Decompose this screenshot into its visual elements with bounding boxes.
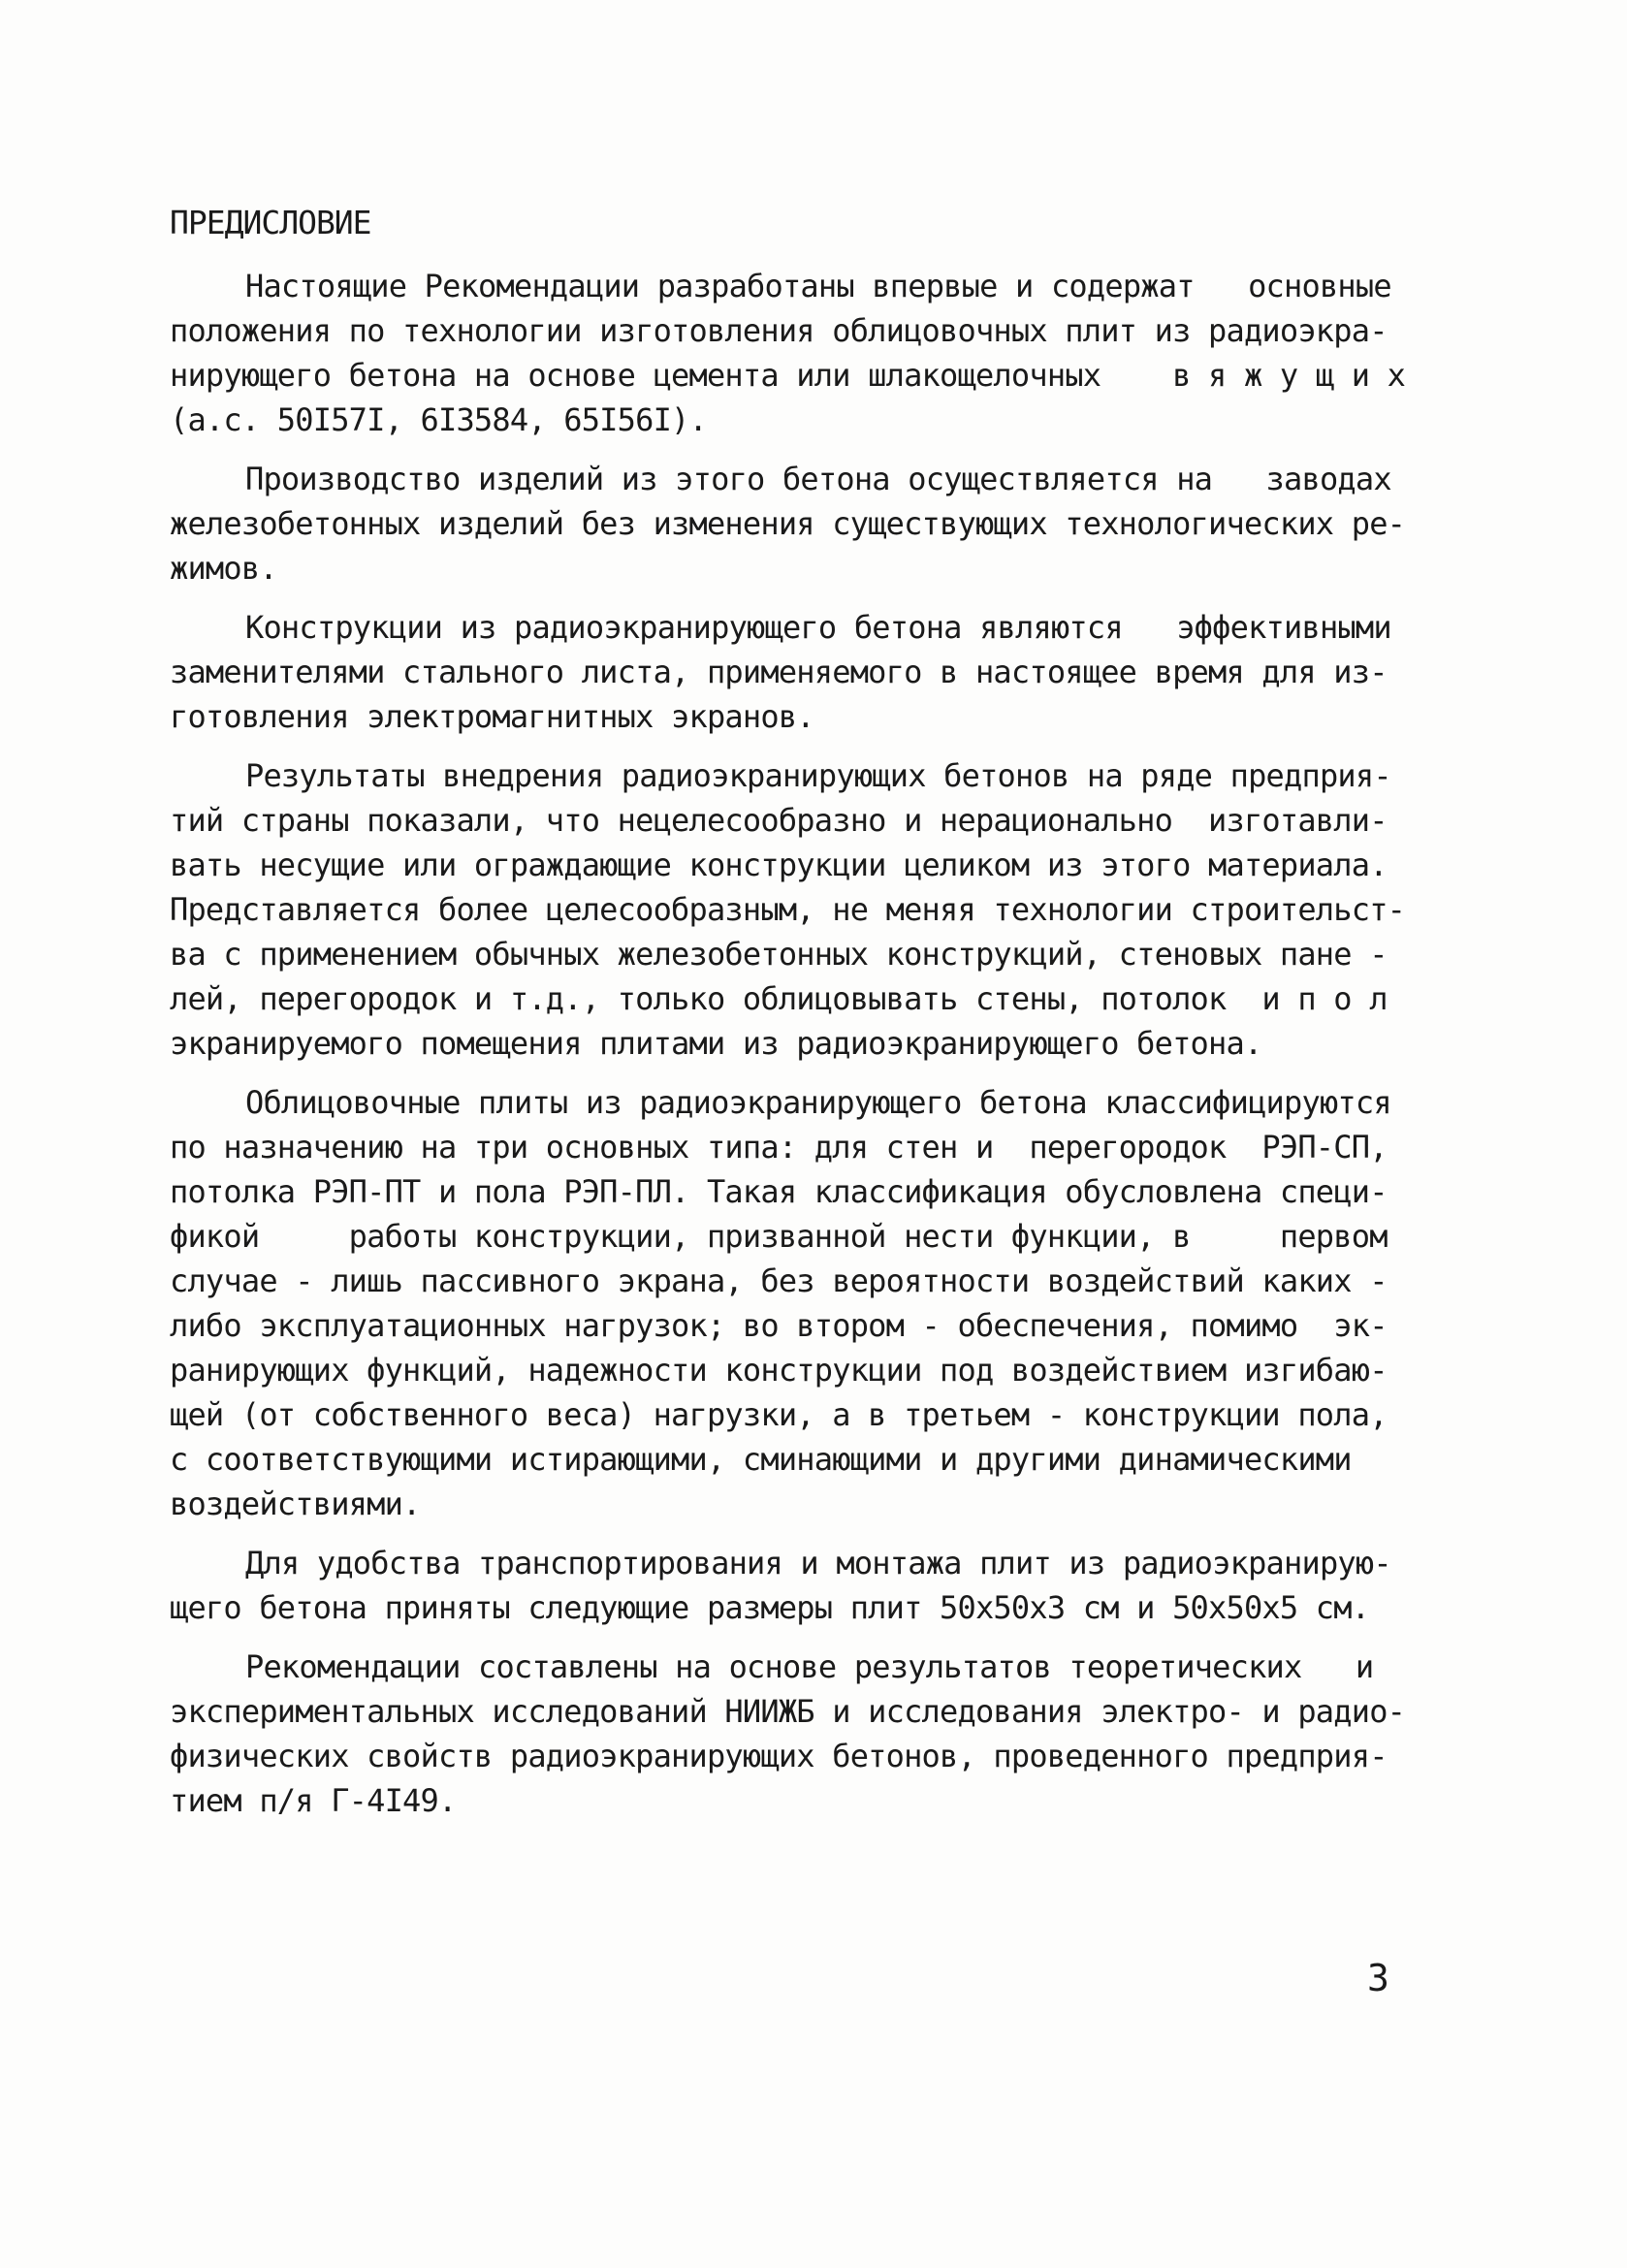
paragraph-7 [170,1645,1440,1823]
text-line: экспериментальных исследований НИИЖБ и исследования электро- и радио- [170,1693,1406,1730]
text-line: тий страны показали, что нецелесообразно и нерационально изготавли- [170,802,1388,839]
text-line: тием п/я Г-4I49. [170,1782,457,1819]
paragraph-2 [170,457,1440,591]
paragraph-4 [170,753,1440,1066]
paragraph-1 [170,264,1440,442]
text-line: щей (от собственного веса) нагрузки, а в третьем - конструкции пола, [170,1396,1388,1433]
text-line: экранируемого помещения плитами из радиоэкранирующего бетона. [170,1025,1262,1062]
text-line: нирующего бетона на основе цемента или шлакощелочных в я ж у щ и х [170,357,1406,394]
text-line: щего бетона приняты следующие размеры плит 50х50х3 см и 50х50х5 см. [170,1589,1370,1626]
text-line: физических свойств радиоэкранирующих бетонов, проведенного предприя- [170,1738,1388,1774]
text-line: Представляется более целесообразным, не меняя технологии строительст- [170,891,1406,928]
text-line: по назначению на три основных типа: для стен и перегородок РЭП-СП, [170,1129,1388,1166]
text-line: либо эксплуатационных нагрузок; во втором - обеспечения, помимо эк- [170,1307,1388,1344]
text-line: ва с применением обычных железобетонных конструкций, стеновых пане - [170,936,1388,973]
text-line: Настоящие Рекомендации разработаны впервые и содержат основные [245,268,1391,304]
text-line: заменителями стального листа, применяемого в настоящее время для из- [170,654,1388,690]
text-line: ранирующих функций, надежности конструкции под воздействием изгибаю- [170,1352,1388,1389]
text-line: готовления электромагнитных экранов. [170,698,814,735]
text-line: потолка РЭП-ПТ и пола РЭП-ПЛ. Такая классификация обусловлена специ- [170,1173,1388,1210]
paragraph-3 [170,605,1440,739]
text-line: положения по технологии изготовления облицовочных плит из радиоэкра- [170,312,1388,349]
text-line: Результаты внедрения радиоэкранирующих бетонов на ряде предприя- [245,757,1391,794]
section-heading: ПРЕДИСЛОВИЕ [170,204,371,241]
text-line: воздействиями. [170,1485,421,1522]
paragraph-6 [170,1541,1440,1630]
text-line: Облицовочные плиты из радиоэкранирующего бетона классифицируются [245,1084,1391,1121]
text-line: жимов. [170,550,277,587]
document-body [170,264,1440,1837]
text-line: Производство изделий из этого бетона осуществляется на заводах [245,461,1391,497]
page-number: 3 [1367,1957,1389,1999]
text-line: железобетонных изделий без изменения существующих технологических ре- [170,505,1406,542]
text-line: вать несущие или ограждающие конструкции целиком из этого материала. [170,847,1388,883]
text-line: Для удобства транспортирования и монтажа плит из радиоэкранирую- [245,1545,1391,1581]
text-line: фикой работы конструкции, призванной нести функции, в первом [170,1218,1388,1255]
text-line: Конструкции из радиоэкранирующего бетона являются эффективными [245,609,1391,646]
text-line: Рекомендации составлены на основе результатов теоретических и [245,1648,1374,1685]
text-line: с соответствующими истирающими, сминающими и другими динамическими [170,1441,1352,1478]
text-line: случае - лишь пассивного экрана, без вероятности воздействий каких - [170,1262,1388,1299]
text-line: (а.с. 50I57I, 6I3584, 65I56I). [170,401,707,438]
text-line: лей, перегородок и т.д., только облицовывать стены, потолок и п о л [170,980,1388,1017]
paragraph-5 [170,1080,1440,1526]
